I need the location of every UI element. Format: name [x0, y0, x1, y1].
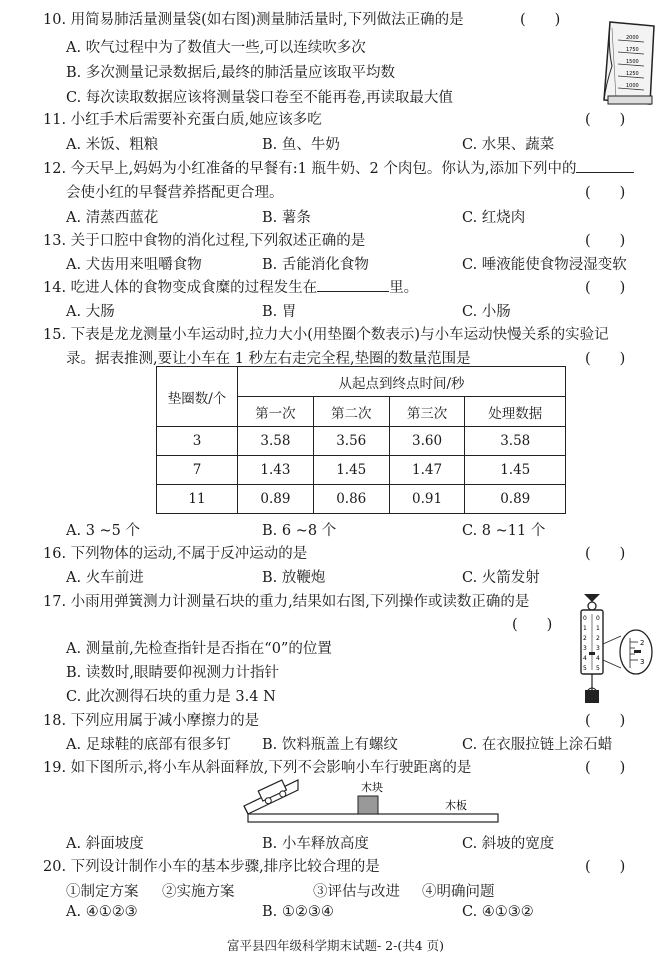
scale-number: 1: [583, 625, 587, 632]
bag-tick-label: 1750: [626, 47, 639, 53]
q16-answer-parens[interactable]: ( ): [585, 546, 626, 562]
table-cell: 1.43: [238, 456, 314, 485]
table-cell: 11: [157, 485, 238, 514]
q12-stem-line1: [43, 157, 634, 178]
scale-number: 5: [596, 665, 600, 672]
table-cell: 3.58: [238, 427, 314, 456]
table-cell: 3.56: [313, 427, 389, 456]
q17-stem: 17. 小雨用弹簧测力计测量石块的重力,结果如右图,下列操作或读数正确的是: [43, 594, 530, 610]
q12-option-a: A. 清蒸西蓝花: [66, 210, 159, 226]
q19-answer-parens[interactable]: ( ): [585, 760, 626, 776]
scale-number: 3: [583, 645, 587, 652]
q10-option-a: A. 吹气过程中为了数值大一些,可以连续吹多次: [66, 40, 366, 56]
q11-answer-parens[interactable]: ( ): [585, 112, 626, 128]
q12-stem-text: 12. 今天早上,妈妈为小红准备的早餐有:1 瓶牛奶、2 个肉包。你认为,添加下列中的: [43, 161, 577, 177]
table-row-header: 垫圈数/个: [157, 367, 238, 427]
q15-answer-parens[interactable]: ( ): [585, 351, 626, 367]
q10-stem: 10. 用简易肺活量测量袋(如右图)测量肺活量时,下列做法正确的是: [43, 12, 464, 28]
q18-option-a: A. 足球鞋的底部有很多钉: [66, 737, 231, 753]
spring-scale-figure: [572, 590, 660, 708]
q20-step: ①制定方案: [66, 884, 139, 900]
table-cell: 3.58: [465, 427, 566, 456]
table-group-header: 从起点到终点时间/秒: [238, 367, 566, 397]
table-row: [157, 485, 566, 514]
table-cell: 0.89: [465, 485, 566, 514]
q11-stem: 11. 小红手术后需要补充蛋白质,她应该多吃: [43, 112, 322, 128]
q19-stem: 19. 如下图所示,将小车从斜面释放,下列不会影响小车行驶距离的是: [43, 760, 472, 776]
q15-option-b: B. 6 ~8 个: [262, 523, 337, 539]
table-cell: 7: [157, 456, 238, 485]
page-footer: 富平县四年级科学期末试题- 2-(共4 页): [226, 938, 445, 953]
table-column-header: 第一次: [238, 397, 314, 427]
q14-answer-blank[interactable]: [317, 291, 389, 292]
q12-stem-line2: 会使小红的早餐营养搭配更合理。: [66, 185, 284, 201]
block-label: 木块: [361, 781, 383, 794]
scale-number: 4: [583, 655, 587, 662]
bag-tick-label: 1000: [626, 83, 639, 89]
table-cell: 0.91: [389, 485, 465, 514]
q11-option-b: B. 鱼、牛奶: [262, 137, 340, 153]
q17-option-b: B. 读数时,眼睛要仰视测力计指针: [66, 665, 279, 681]
scale-number: 0: [596, 615, 600, 622]
ramp-experiment-figure: [240, 778, 502, 828]
q13-option-a: A. 犬齿用来咀嚼食物: [66, 257, 202, 273]
q14-answer-parens[interactable]: ( ): [585, 280, 626, 296]
bag-tick-label: 2000: [626, 35, 639, 41]
q17-option-c: C. 此次测得石块的重力是 3.4 N: [66, 689, 276, 705]
q20-answer-parens[interactable]: ( ): [585, 859, 626, 875]
q10-answer-parens[interactable]: ( ): [520, 12, 561, 28]
spirometer-bag-figure: [600, 18, 662, 110]
table-cell: 1.45: [465, 456, 566, 485]
q18-answer-parens[interactable]: ( ): [585, 713, 626, 729]
table-cell: 3.60: [389, 427, 465, 456]
table-cell: 3: [157, 427, 238, 456]
q19-option-a: A. 斜面坡度: [66, 836, 144, 852]
q16-option-a: A. 火车前进: [66, 570, 144, 586]
zoom-scale-label: 2: [640, 639, 645, 647]
table-row: [157, 456, 566, 485]
q16-option-b: B. 放鞭炮: [262, 570, 326, 586]
q20-option-a: A. ④①②③: [66, 904, 138, 920]
scale-number: 5: [583, 665, 587, 672]
q15-stem-line2: 录。据表推测,要让小车在 1 秒左右走完全程,垫圈的数量范围是: [66, 351, 471, 367]
q14-option-a: A. 大肠: [66, 304, 115, 320]
q17-answer-parens[interactable]: ( ): [512, 617, 553, 633]
q10-option-b: B. 多次测量记录数据后,最终的肺活量应该取平均数: [66, 65, 395, 81]
q20-option-c: C. ④①③②: [462, 904, 534, 920]
q14-option-b: B. 胃: [262, 304, 297, 320]
q11-option-c: C. 水果、蔬菜: [462, 137, 555, 153]
q16-option-c: C. 火箭发射: [462, 570, 540, 586]
scale-number: 0: [583, 615, 587, 622]
q18-option-b: B. 饮料瓶盖上有螺纹: [262, 737, 398, 753]
q20-step: ④明确问题: [422, 884, 495, 900]
q19-option-c: C. 斜坡的宽度: [462, 836, 555, 852]
q17-option-a: A. 测量前,先检查指针是否指在“0”的位置: [66, 641, 332, 657]
zoom-scale-label: 3: [640, 658, 645, 666]
q14-stem-post: 里。: [389, 280, 419, 296]
q13-option-b: B. 舌能消化食物: [262, 257, 369, 273]
table-column-header: 第二次: [313, 397, 389, 427]
bag-tick-label: 1250: [626, 71, 639, 77]
q13-answer-parens[interactable]: ( ): [585, 233, 626, 249]
q18-stem: 18. 下列应用属于减小摩擦力的是: [43, 713, 260, 729]
table-column-header: 第三次: [389, 397, 465, 427]
q13-stem: 13. 关于口腔中食物的消化过程,下列叙述正确的是: [43, 233, 366, 249]
table-cell: 0.89: [238, 485, 314, 514]
bag-tick-label: 1500: [626, 59, 639, 65]
board-label: 木板: [445, 799, 467, 812]
q15-stem-line1: 15. 下表是龙龙测量小车运动时,拉力大小(用垫圈个数表示)与小车运动快慢关系的实验记: [43, 327, 609, 343]
q19-option-b: B. 小车释放高度: [262, 836, 369, 852]
q15-option-a: A. 3 ~5 个: [66, 523, 141, 539]
table-cell: 1.47: [389, 456, 465, 485]
q12-answer-blank[interactable]: [576, 172, 634, 173]
scale-number: 1: [596, 625, 600, 632]
q14-stem-pre: 14. 吃进人体的食物变成食糜的过程发生在: [43, 280, 318, 296]
scale-number: 2: [583, 635, 587, 642]
q12-option-b: B. 薯条: [262, 210, 311, 226]
q15-option-c: C. 8 ~11 个: [462, 523, 546, 539]
q13-option-c: C. 唾液能使食物浸湿变软: [462, 257, 627, 273]
table-cell: 1.45: [313, 456, 389, 485]
scale-number: 4: [596, 655, 600, 662]
table-column-header: 处理数据: [465, 397, 566, 427]
q14-option-c: C. 小肠: [462, 304, 511, 320]
q11-option-a: A. 米饭、粗粮: [66, 137, 159, 153]
table-cell: 0.86: [313, 485, 389, 514]
q16-stem: 16. 下列物体的运动,不属于反冲运动的是: [43, 546, 308, 562]
q20-step: ③评估与改进: [313, 884, 400, 900]
q10-option-c: C. 每次读取数据应该将测量袋口卷至不能再卷,再读取最大值: [66, 90, 453, 106]
q12-answer-parens[interactable]: ( ): [585, 185, 626, 201]
scale-number: 3: [596, 645, 600, 652]
q14-stem: [43, 276, 418, 297]
q20-option-b: B. ①②③④: [262, 904, 334, 920]
q18-option-c: C. 在衣服拉链上涂石蜡: [462, 737, 613, 753]
table-row: [157, 427, 566, 456]
q15-data-table: [156, 366, 566, 514]
q12-option-c: C. 红烧肉: [462, 210, 526, 226]
q20-step: ②实施方案: [162, 884, 235, 900]
q20-stem: 20. 下列设计制作小车的基本步骤,排序比较合理的是: [43, 859, 380, 875]
scale-number: 2: [596, 635, 600, 642]
